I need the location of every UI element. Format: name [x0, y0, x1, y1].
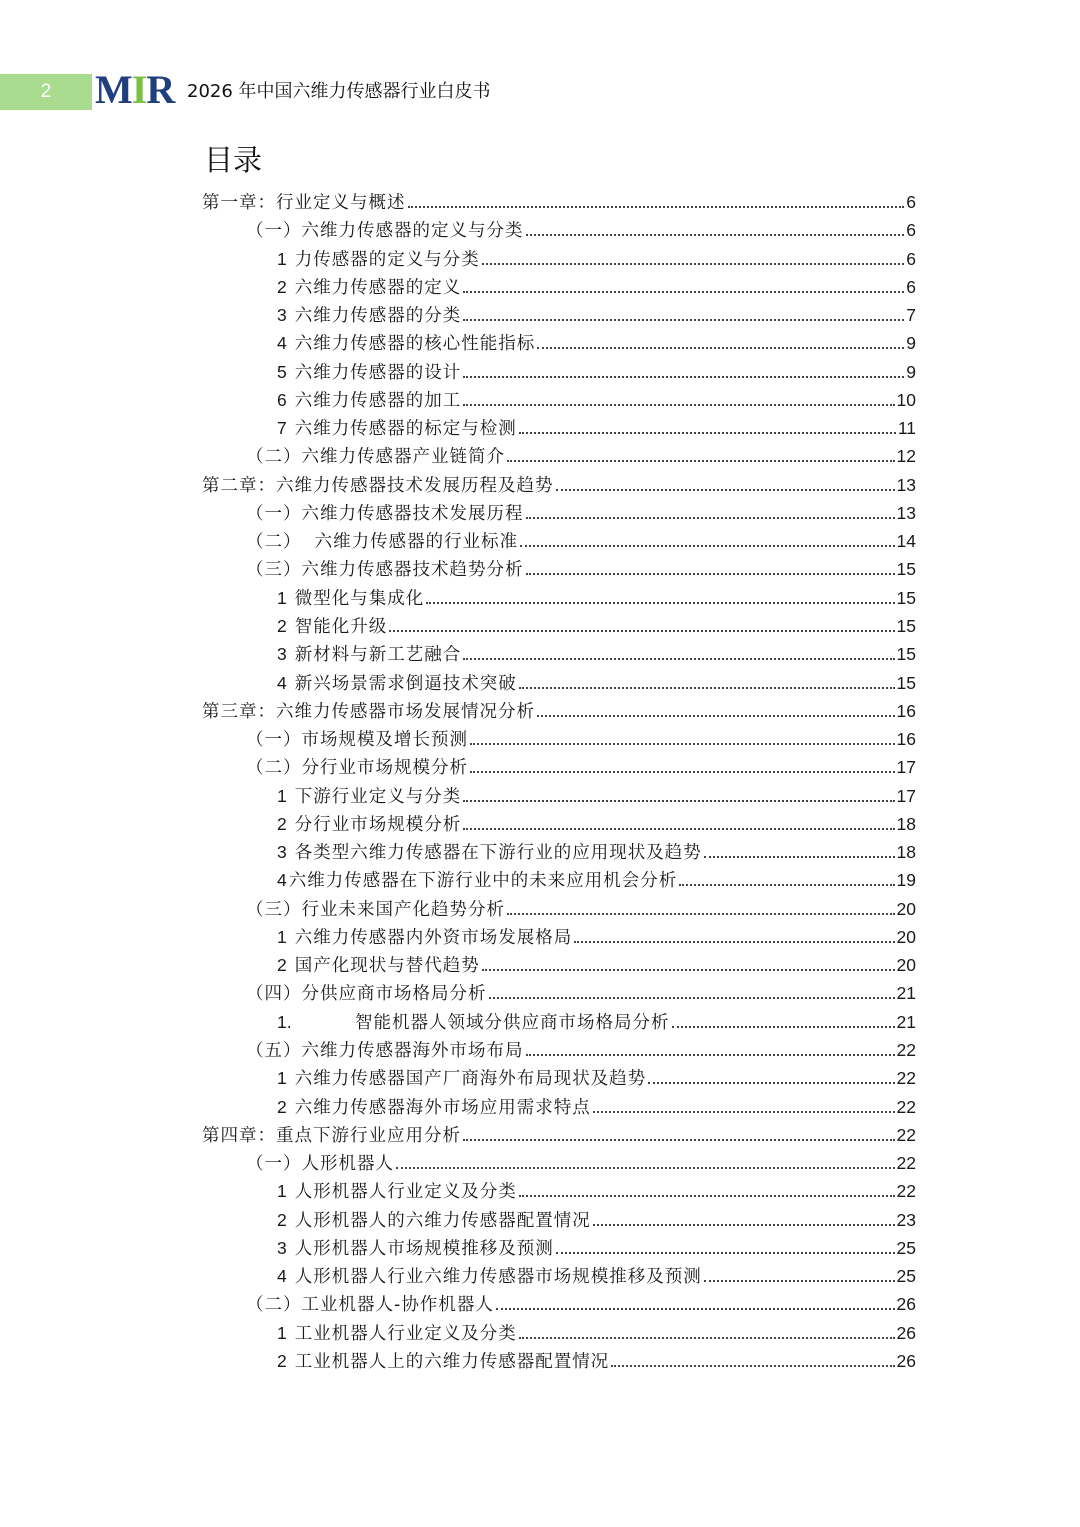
dot-leader — [482, 969, 895, 971]
dot-leader — [408, 206, 905, 208]
toc-entry-text: （三）行业未来国产化趋势分析 — [246, 899, 505, 920]
toc-entry-text: （一）六维力传感器的定义与分类 — [246, 221, 524, 242]
toc-entry-page: 16 — [896, 700, 916, 721]
toc-entry-subsection[interactable] — [202, 669, 916, 697]
toc-entry-subsection[interactable] — [202, 1206, 916, 1234]
dot-leader — [526, 1054, 895, 1056]
toc-entry-subsection[interactable] — [202, 386, 916, 414]
dot-leader — [507, 460, 895, 462]
toc-entry-text: 六维力传感器在下游行业中的未来应用机会分析 — [288, 871, 678, 892]
toc-entry-number: 2 — [277, 813, 287, 834]
toc-entry-number: 5 — [277, 361, 287, 382]
toc-entry-page: 19 — [896, 870, 916, 891]
toc-entry-page: 22 — [896, 1039, 916, 1060]
table-of-contents — [202, 188, 916, 1375]
dot-leader — [463, 1139, 895, 1141]
toc-entry-text: 智能化升级 — [294, 616, 388, 637]
toc-entry-number: 4 — [277, 870, 287, 891]
dot-leader — [463, 404, 894, 406]
toc-entry-page: 20 — [896, 898, 916, 919]
page-number: 2 — [40, 81, 52, 102]
toc-entry-section[interactable] — [202, 216, 916, 244]
toc-entry-page: 21 — [896, 983, 916, 1004]
dot-leader — [679, 884, 894, 886]
dot-leader — [463, 800, 894, 802]
dot-leader — [463, 658, 894, 660]
toc-entry-chapter[interactable] — [202, 471, 916, 499]
toc-entry-page: 10 — [896, 389, 916, 410]
toc-entry-section[interactable] — [202, 499, 916, 527]
toc-entry-text: 新材料与新工艺融合 — [294, 645, 462, 666]
dot-leader — [593, 1224, 895, 1226]
toc-entry-page: 25 — [896, 1266, 916, 1287]
toc-entry-page: 13 — [896, 502, 916, 523]
toc-entry-page: 16 — [896, 729, 916, 750]
toc-entry-number: 6 — [277, 389, 287, 410]
toc-entry-page: 18 — [896, 842, 916, 863]
toc-entry-text: 力传感器的定义与分类 — [294, 249, 480, 270]
toc-entry-page: 26 — [896, 1322, 916, 1343]
toc-entry-number: 4 — [277, 672, 287, 693]
toc-entry-text: 下游行业定义与分类 — [294, 786, 462, 807]
toc-entry-text: 六维力传感器的设计 — [294, 362, 462, 383]
dot-leader — [519, 687, 895, 689]
dot-leader — [704, 856, 895, 858]
dot-leader — [520, 545, 894, 547]
toc-entry-text: （二）工业机器人-协作机器人 — [246, 1295, 494, 1316]
toc-entry-text: 微型化与集成化 — [294, 588, 425, 609]
toc-entry-subsection[interactable] — [202, 1262, 916, 1290]
toc-entry-number: 1 — [277, 248, 287, 269]
toc-entry-subsection[interactable] — [202, 414, 916, 442]
toc-entry-chapter[interactable] — [202, 1121, 916, 1149]
dot-leader — [537, 347, 904, 349]
toc-entry-text: 六维力传感器的定义 — [294, 277, 462, 298]
toc-entry-number: 1 — [277, 1181, 287, 1202]
toc-entry-chapter[interactable] — [202, 188, 916, 216]
toc-entry-section[interactable] — [202, 753, 916, 781]
toc-entry-page: 7 — [906, 305, 916, 326]
toc-entry-text: 六维力传感器的加工 — [294, 390, 462, 411]
toc-entry-section[interactable] — [202, 1149, 916, 1177]
dot-leader — [396, 1167, 895, 1169]
toc-entry-subsection[interactable] — [202, 245, 916, 273]
dot-leader — [672, 1026, 895, 1028]
toc-entry-subsection[interactable] — [202, 951, 916, 979]
toc-entry-page: 22 — [896, 1068, 916, 1089]
toc-entry-page: 20 — [896, 926, 916, 947]
toc-entry-page: 12 — [896, 446, 916, 467]
toc-entry-text: 各类型六维力传感器在下游行业的应用现状及趋势 — [294, 843, 702, 864]
toc-heading: 目录 — [204, 143, 263, 177]
toc-entry-text: 智能机器人领域分供应商市场格局分析 — [355, 1012, 670, 1033]
toc-entry-text: （三）六维力传感器技术趋势分析 — [246, 560, 524, 581]
toc-entry-text: 第四章：重点下游行业应用分析 — [202, 1125, 461, 1146]
toc-entry-text: 六维力传感器的分类 — [294, 306, 462, 327]
toc-entry-page: 15 — [896, 559, 916, 580]
toc-entry-section[interactable] — [202, 725, 916, 753]
dot-leader — [574, 941, 894, 943]
dot-leader — [704, 1280, 895, 1282]
toc-entry-number: 2 — [277, 1209, 287, 1230]
toc-entry-number: 1 — [277, 587, 287, 608]
toc-entry-subsection[interactable] — [202, 1064, 916, 1092]
toc-entry-subsection[interactable] — [202, 640, 916, 668]
dot-leader — [648, 1082, 894, 1084]
dot-leader — [496, 1308, 895, 1310]
toc-entry-subsection[interactable] — [202, 838, 916, 866]
toc-entry-text: 人形机器人行业定义及分类 — [294, 1182, 517, 1203]
toc-entry-page: 23 — [896, 1209, 916, 1230]
toc-entry-section[interactable] — [202, 895, 916, 923]
toc-entry-number: 1. — [277, 1011, 292, 1032]
toc-entry-subsection[interactable] — [202, 1093, 916, 1121]
logo-letter-m: M — [95, 67, 132, 112]
toc-entry-subsection[interactable] — [202, 612, 916, 640]
logo-letter-i: I — [131, 67, 147, 112]
toc-entry-text: （四）分供应商市场格局分析 — [246, 984, 487, 1005]
toc-entry-number: 2 — [277, 1350, 287, 1371]
dot-leader — [519, 1337, 895, 1339]
toc-entry-text: 第二章：六维力传感器技术发展历程及趋势 — [202, 475, 554, 496]
toc-entry-subsection[interactable] — [202, 584, 916, 612]
toc-entry-section[interactable] — [202, 555, 916, 583]
dot-leader — [593, 1111, 895, 1113]
toc-entry-page: 18 — [896, 813, 916, 834]
toc-entry-subsection[interactable] — [202, 1234, 916, 1262]
dot-leader — [482, 263, 905, 265]
toc-entry-page: 26 — [896, 1350, 916, 1371]
toc-entry-page: 15 — [896, 615, 916, 636]
toc-entry-page: 6 — [906, 248, 916, 269]
toc-entry-subsection[interactable] — [202, 866, 916, 894]
dot-leader — [537, 715, 895, 717]
toc-entry-subsection[interactable] — [202, 1008, 916, 1036]
dot-leader — [519, 432, 896, 434]
document-title: 2026 年中国六维力传感器行业白皮书 — [187, 81, 491, 102]
toc-entry-page: 11 — [897, 418, 916, 439]
toc-entry-text: 人形机器人的六维力传感器配置情况 — [294, 1210, 591, 1231]
toc-entry-page: 22 — [896, 1124, 916, 1145]
toc-entry-page: 21 — [896, 1011, 916, 1032]
toc-entry-subsection[interactable] — [202, 329, 916, 357]
toc-entry-page: 17 — [896, 785, 916, 806]
toc-entry-page: 15 — [896, 672, 916, 693]
dot-leader — [611, 1365, 894, 1367]
toc-entry-text: （五）六维力传感器海外市场布局 — [246, 1040, 524, 1061]
toc-entry-page: 6 — [906, 220, 916, 241]
toc-entry-page: 6 — [906, 192, 916, 212]
toc-entry-text: （一）人形机器人 — [246, 1154, 394, 1175]
toc-entry-text: 工业机器人上的六维力传感器配置情况 — [294, 1351, 610, 1372]
toc-entry-page: 26 — [896, 1294, 916, 1315]
toc-entry-subsection[interactable] — [202, 1177, 916, 1205]
toc-entry-page: 6 — [906, 276, 916, 297]
toc-entry-number: 7 — [277, 418, 287, 439]
toc-entry-number: 3 — [277, 1237, 287, 1258]
dot-leader — [389, 630, 894, 632]
toc-entry-number: 2 — [277, 276, 287, 297]
toc-entry-text: （二）分行业市场规模分析 — [246, 758, 468, 779]
toc-entry-text: （二） 六维力传感器的行业标准 — [246, 532, 519, 553]
dot-leader — [470, 771, 895, 773]
toc-entry-page: 13 — [896, 474, 916, 495]
dot-leader — [526, 234, 905, 236]
toc-entry-subsection[interactable] — [202, 301, 916, 329]
toc-entry-text: 六维力传感器内外资市场发展格局 — [294, 927, 573, 948]
toc-entry-chapter[interactable] — [202, 697, 916, 725]
toc-entry-number: 2 — [277, 615, 287, 636]
toc-entry-text: 新兴场景需求倒逼技术突破 — [294, 673, 517, 694]
dot-leader — [507, 913, 895, 915]
toc-entry-number: 2 — [277, 1096, 287, 1117]
toc-entry-subsection[interactable] — [202, 1319, 916, 1347]
toc-entry-subsection[interactable] — [202, 1347, 916, 1375]
dot-leader — [463, 291, 904, 293]
toc-entry-page: 9 — [906, 361, 916, 382]
mir-logo — [95, 68, 174, 112]
logo-letter-r: R — [146, 67, 175, 112]
toc-entry-text: 六维力传感器海外市场应用需求特点 — [294, 1097, 591, 1118]
toc-entry-text: 国产化现状与替代趋势 — [294, 956, 480, 977]
toc-entry-section[interactable] — [202, 979, 916, 1007]
toc-entry-page: 22 — [896, 1153, 916, 1174]
toc-entry-number: 1 — [277, 926, 287, 947]
toc-entry-number: 1 — [277, 785, 287, 806]
toc-entry-text: 人形机器人市场规模推移及预测 — [294, 1238, 554, 1259]
toc-entry-subsection[interactable] — [202, 358, 916, 386]
toc-entry-subsection[interactable] — [202, 782, 916, 810]
dot-leader — [526, 573, 895, 575]
toc-entry-section[interactable] — [202, 442, 916, 470]
dot-leader — [426, 602, 894, 604]
dot-leader — [463, 319, 904, 321]
toc-entry-number: 3 — [277, 644, 287, 665]
toc-entry-text: 人形机器人行业六维力传感器市场规模推移及预测 — [294, 1267, 702, 1288]
toc-entry-number: 3 — [277, 842, 287, 863]
toc-entry-text: （一）市场规模及增长预测 — [246, 730, 468, 751]
toc-entry-text: 六维力传感器的核心性能指标 — [294, 334, 536, 355]
toc-entry-text: 工业机器人行业定义及分类 — [294, 1323, 517, 1344]
toc-entry-page: 17 — [896, 757, 916, 778]
toc-entry-number: 2 — [277, 955, 287, 976]
toc-entry-number: 1 — [277, 1322, 287, 1343]
toc-entry-page: 14 — [896, 531, 916, 552]
toc-entry-section[interactable] — [202, 1036, 916, 1064]
dot-leader — [463, 828, 894, 830]
dot-leader — [519, 1195, 895, 1197]
dot-leader — [463, 376, 904, 378]
toc-entry-section[interactable] — [202, 1290, 916, 1318]
dot-leader — [470, 743, 895, 745]
toc-entry-page: 22 — [896, 1181, 916, 1202]
toc-entry-subsection[interactable] — [202, 810, 916, 838]
toc-entry-number: 4 — [277, 1266, 287, 1287]
toc-entry-page: 9 — [906, 333, 916, 354]
toc-entry-text: （二）六维力传感器产业链简介 — [246, 447, 505, 468]
toc-entry-text: 第一章：行业定义与概述 — [202, 193, 406, 213]
toc-entry-page: 20 — [896, 955, 916, 976]
toc-entry-section[interactable] — [202, 527, 916, 555]
toc-entry-subsection[interactable] — [202, 273, 916, 301]
toc-entry-page: 15 — [896, 644, 916, 665]
toc-entry-text: 第三章：六维力传感器市场发展情况分析 — [202, 701, 535, 722]
dot-leader — [556, 489, 895, 491]
toc-entry-subsection[interactable] — [202, 923, 916, 951]
dot-leader — [556, 1252, 895, 1254]
dot-leader — [489, 997, 895, 999]
toc-entry-number: 4 — [277, 333, 287, 354]
toc-entry-page: 15 — [896, 587, 916, 608]
dot-leader — [526, 517, 895, 519]
toc-entry-page: 22 — [896, 1096, 916, 1117]
toc-entry-number: 1 — [277, 1068, 287, 1089]
toc-entry-text: 分行业市场规模分析 — [294, 814, 462, 835]
toc-entry-text: 六维力传感器国产厂商海外布局现状及趋势 — [294, 1069, 647, 1090]
toc-entry-number: 3 — [277, 305, 287, 326]
toc-entry-text: 六维力传感器的标定与检测 — [294, 419, 517, 440]
toc-entry-page: 25 — [896, 1237, 916, 1258]
toc-entry-text: （一）六维力传感器技术发展历程 — [246, 503, 524, 524]
